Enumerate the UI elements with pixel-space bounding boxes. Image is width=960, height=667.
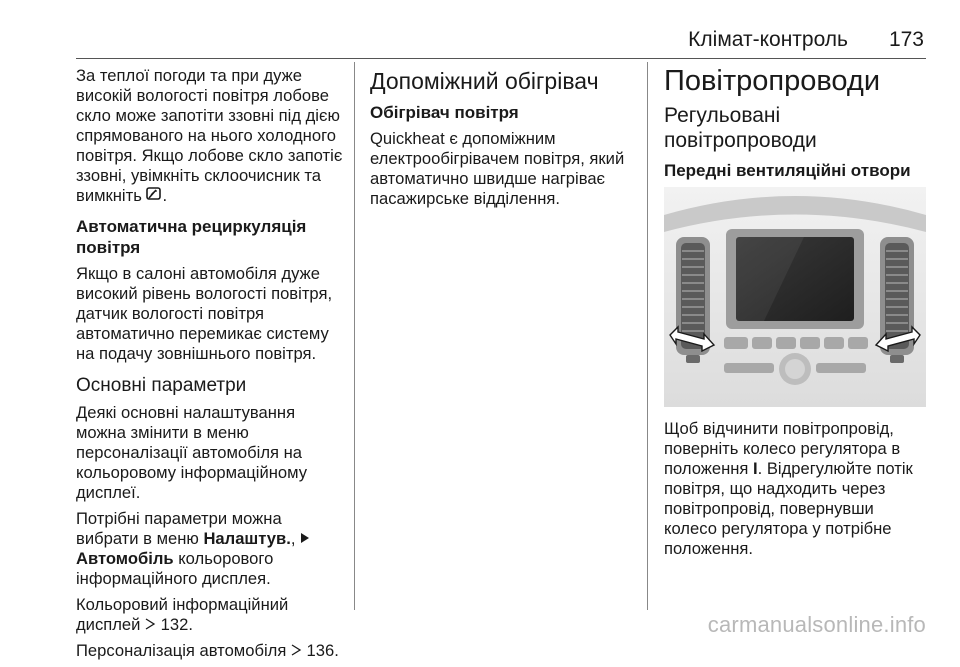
vent-open-symbol: I — [753, 459, 758, 478]
air-heater-heading: Обігрівач повітря — [370, 103, 519, 122]
column-left — [76, 66, 348, 667]
reference-personalisation: Персоналізація автомобіля 136. — [76, 641, 339, 660]
header-rule — [76, 58, 926, 59]
basic-parameters-text: Деякі основні налаштування можна змінити в меню персоналізації автомобіля на кольоровому інформаційному дисплеї. — [76, 403, 308, 502]
column-middle — [370, 66, 642, 215]
adjustable-vents-heading: Регульовані повітропроводи — [664, 104, 817, 152]
page-ref-icon — [291, 641, 302, 661]
column-divider — [647, 62, 648, 610]
center-display — [726, 229, 864, 329]
reference-page: 132 — [160, 615, 189, 634]
menu-settings: Налаштув. — [203, 529, 291, 548]
front-vents-heading: Передні вентиляційні отвори — [664, 161, 911, 180]
right-triangle-icon — [300, 529, 310, 549]
reference-info-display: Кольоровий інформаційний дисплей 132. — [76, 595, 289, 634]
auto-recirculation-heading: Автоматична рециркуляція повітря — [76, 217, 307, 257]
reference-page: 136 — [306, 641, 335, 660]
air-vents-heading: Повітропроводи — [664, 65, 881, 97]
basic-parameters-heading: Основні параметри — [76, 375, 247, 396]
section-title: Клімат-контроль — [688, 28, 848, 51]
column-divider — [354, 62, 355, 610]
column-right — [664, 66, 926, 565]
vent-instruction-text: Щоб відчинити повітропровід, поверніть колесо регулятора в положення I. Відрегулюйте потік повітря, що надходить через повітропровід, повернувши колесо регулятора у потрібне положення. — [664, 419, 913, 558]
parameters-select-text: Потрібні параметри можна вибрати в меню Налаштув., Автомобіль кольорового інформаційного дисплея. — [76, 509, 348, 589]
page-number: 173 — [888, 28, 924, 51]
dashboard-vents-illustration — [664, 187, 926, 407]
intro-paragraph: За теплої погоди та при дуже високій вологості повітря лобове скло може запотіти ззовні під дією спрямованого на нього холодного повітря. Якщо лобове скло запотіє ззовні, увімкніть склоочисник та вимкніть . — [76, 66, 343, 205]
page-header — [0, 0, 960, 62]
auto-recirculation-text: Якщо в салоні автомобіля дуже високий рівень вологості повітря, датчик вологості повітря автоматично перемикає систему на подачу зовнішнього повітря. — [76, 264, 333, 363]
watermark: carmanualsonline.info — [707, 612, 926, 637]
menu-vehicle: Автомобіль — [76, 549, 174, 568]
rear-wiper-icon — [146, 186, 162, 206]
auxiliary-heater-heading: Допоміжний обігрівач — [370, 68, 599, 94]
air-heater-text: Quickheat є допоміжним електрообігрівачем повітря, який автоматично швидше нагріває пасажирське відділення. — [370, 129, 625, 208]
page-ref-icon — [145, 615, 156, 635]
